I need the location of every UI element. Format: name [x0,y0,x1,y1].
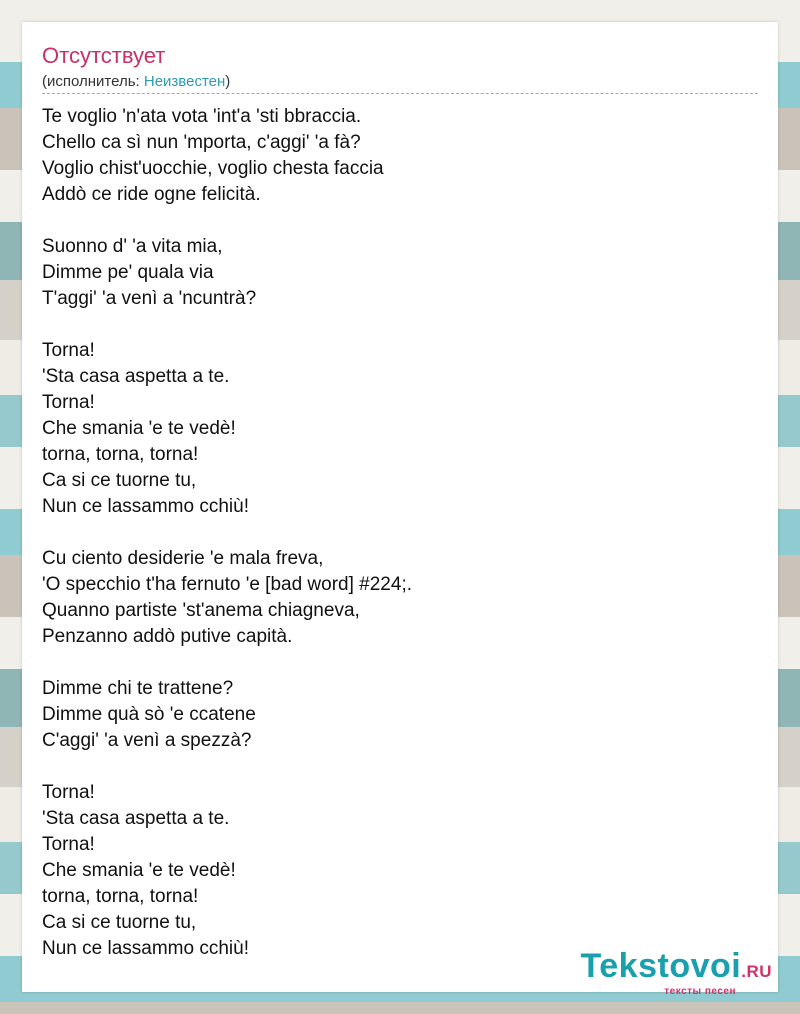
lyric-line: torna, torna, torna! [42,444,199,465]
lyric-line: Torna! [42,782,95,803]
lyric-line: 'Sta casa aspetta a te. [42,366,230,387]
logo-tagline: тексты песен [664,986,736,997]
lyric-line: Ca si ce tuorne tu, [42,470,197,491]
lyric-line: Penzanno addò putive capità. [42,626,293,647]
lyric-line: Dimme chi te trattene? [42,678,234,699]
lyric-line: Nun ce lassammo cchiù! [42,938,249,959]
lyric-line: Dimme quà sò 'e ccatene [42,704,256,725]
stanza-break [42,650,758,676]
logo-wordmark [581,948,772,990]
lyric-line: 'O specchio t'ha fernuto 'e [bad word] #224;. [42,574,412,595]
site-logo[interactable] [581,948,772,997]
stanza-break [42,312,758,338]
artist-suffix: ) [225,73,231,90]
lyric-line: Torna! [42,834,95,855]
artist-link[interactable]: Неизвестен [143,73,226,90]
lyric-line: Suonno d' 'a vita mia, [42,236,223,257]
lyric-line: T'aggi' 'a venì a 'ncuntrà? [42,288,257,309]
stanza-break [42,520,758,546]
logo-tld: .RU [741,962,772,981]
lyric-line: Torna! [42,392,95,413]
lyric-line: C'aggi' 'a venì a spezzà? [42,730,252,751]
lyric-line: Nun ce lassammo cchiù! [42,496,249,517]
artist-prefix: (исполнитель: [42,73,144,90]
lyric-line: Te voglio 'n'ata vota 'int'a 'sti bbraccia. [42,106,362,127]
stanza-break [42,208,758,234]
lyric-line: Quanno partiste 'st'anema chiagneva, [42,600,360,621]
lyric-line: Che smania 'e te vedè! [42,418,236,439]
lyric-line: 'Sta casa aspetta a te. [42,808,230,829]
lyric-line: Addò ce ride ogne felicità. [42,184,261,205]
lyric-line: torna, torna, torna! [42,886,199,907]
lyric-line: Dimme pe' quala via [42,262,214,283]
logo-name: Tekstovoi [580,947,742,985]
lyric-line: Voglio chist'uocchie, voglio chesta faccia [42,158,384,179]
lyric-line: Ca si ce tuorne tu, [42,912,197,933]
title-divider [42,93,758,94]
lyric-line: Che smania 'e te vedè! [42,860,236,881]
lyrics-card [22,22,778,992]
lyric-line: Cu ciento desiderie 'e mala freva, [42,548,324,569]
lyric-line: Torna! [42,340,95,361]
lyrics-text [42,104,758,962]
lyric-line: Chello ca sì nun 'mporta, c'aggi' 'a fà? [42,132,361,153]
stanza-break [42,754,758,780]
artist-line [42,72,230,92]
song-title: Отсутствует [42,43,166,68]
